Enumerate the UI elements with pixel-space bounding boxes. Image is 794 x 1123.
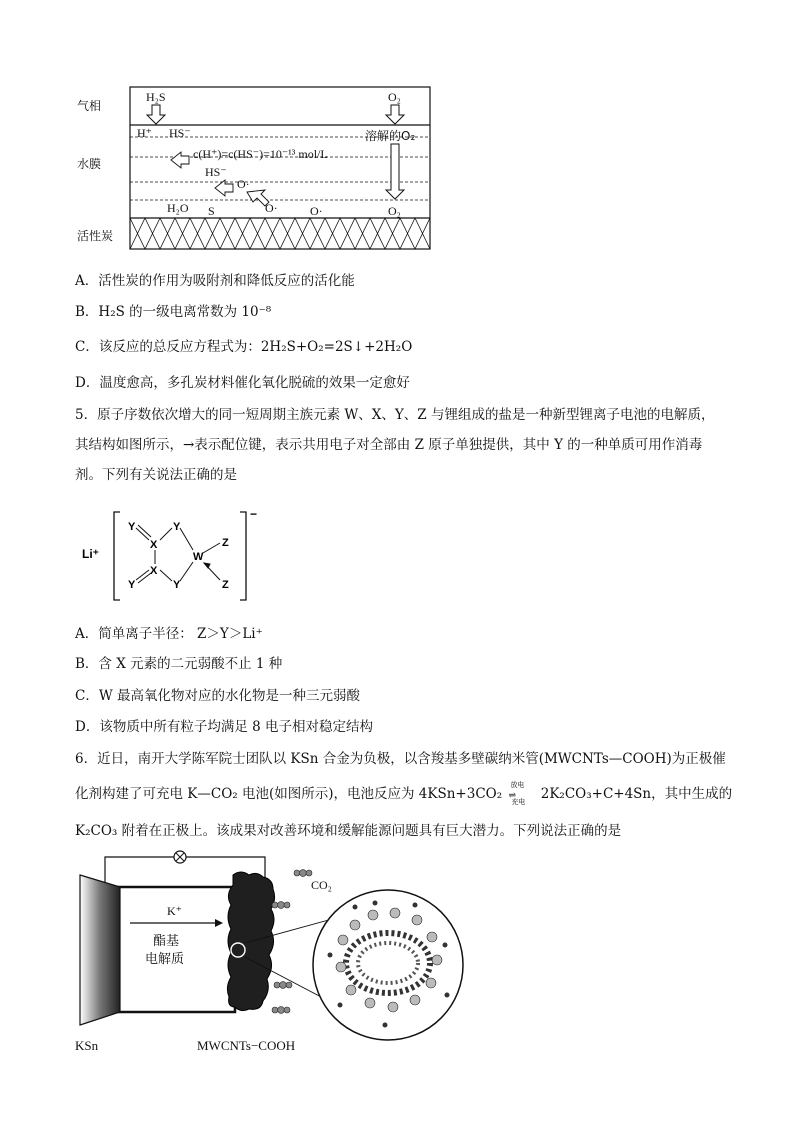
charge-label: − [250, 508, 258, 521]
lithium-ion-label: Li⁺ [82, 547, 99, 561]
atom-x-top: X [150, 539, 158, 551]
atom-x-bottom: X [150, 565, 158, 577]
h2s-oxidation-figure [75, 82, 445, 254]
battery-diagram [75, 845, 475, 1055]
q6-stem-line-1: 6．近日，南开大学陈军院士团队以 KSn 合金为负极，以含羧基多壁碳纳米管(MWCNTs—COOH)为正极催 [75, 751, 726, 767]
h2s-label: H₂S [146, 90, 166, 104]
atom-z-lower: Z [222, 579, 229, 591]
atom-y-bottom-left: Y [128, 579, 136, 591]
o2-down-arrow [386, 105, 404, 124]
o-radical-label-1: O· [237, 177, 250, 191]
sulfur-label: S [208, 204, 215, 218]
q4-option-b: B．H₂S 的一级电离常数为 10⁻⁸ [75, 304, 272, 320]
h2o-label: H₂O [167, 201, 189, 215]
h2s-oxidation-diagram [75, 82, 445, 254]
arrow-bottom-label: 充电 [511, 797, 526, 806]
q5-option-b: B．含 X 元素的二元弱酸不止 1 种 [75, 656, 283, 672]
q5-option-c: C．W 最高氧化物对应的水化物是一种三元弱酸 [75, 688, 360, 704]
ksn-label: KSn [75, 1038, 99, 1053]
left-arrow-icon [171, 152, 189, 168]
carbon-hatch [130, 218, 430, 249]
electrolyte-label-1: 酯基 [153, 934, 180, 949]
h-plus-label: H⁺ [137, 126, 152, 140]
o-radical-label-3: O· [310, 204, 323, 218]
co2-molecules [272, 870, 312, 1014]
bond-lines [136, 525, 220, 583]
left-bracket [114, 512, 120, 600]
gas-phase-label: 气相 [77, 99, 102, 113]
atom-y-bottom: Y [173, 579, 181, 591]
q6-stem-line-2 [75, 780, 733, 806]
q6-line2-pre: 化剂构建了可充电 K—CO₂ 电池(如图所示)，电池反应为 4KSn+3CO₂ [75, 786, 503, 802]
q4-option-a: A．活性炭的作用为吸附剂和降低反应的活化能 [75, 273, 355, 289]
atom-y-top-left: Y [128, 521, 136, 533]
o2-bottom-label: O₂ [388, 204, 401, 218]
co2-label: CO₂ [311, 878, 332, 892]
zoom-circle [313, 890, 463, 1040]
activated-carbon-label: 活性炭 [77, 229, 114, 243]
hs-minus-label-2: HS⁻ [205, 165, 227, 179]
water-film-label: 水膜 [77, 157, 102, 171]
electrolyte-label-2: 电解质 [145, 952, 185, 967]
q5-stem-line-1: 5．原子序数依次增大的同一短周期主族元素 W、X、Y、Z 与锂组成的盐是一种新型锂离子电池的电解质， [75, 407, 715, 423]
q5-stem-line-2: 其结构如图所示，→表示配位键，表示共用电子对全部由 Z 原子单独提供，其中 Y 的一种单质可用作消毒 [75, 437, 703, 453]
arrow-top-label: 放电 [510, 780, 525, 789]
o-radical-label-2: O· [265, 201, 278, 215]
k-plus-label: K⁺ [167, 904, 182, 918]
double-arrow-icon: ⇌ [508, 790, 516, 801]
lithium-salt-structure [80, 508, 270, 604]
equilibrium-text: c(H⁺)=c(HS⁻)=10⁻¹³ mol/L [193, 147, 328, 161]
k-co2-battery-figure [75, 845, 475, 1055]
q5-option-a: A．简单离子半径： Z＞Y＞Li⁺ [75, 626, 263, 642]
o2-diffusion-arrow [386, 144, 404, 199]
q5-stem-line-3: 剂。下列有关说法正确的是 [75, 467, 237, 483]
o2-top-label: O₂ [388, 90, 401, 104]
dissolved-o2-label: 溶解的O₂ [365, 129, 416, 143]
q6-stem-line-3: K₂CO₃ 附着在正极上。该成果对改善环境和缓解能源问题具有巨大潜力。下列说法正确的是 [75, 823, 622, 839]
right-bracket [240, 512, 246, 600]
atom-z-upper: Z [222, 537, 229, 549]
h2s-down-arrow [147, 105, 165, 124]
q4-option-d: D．温度愈高，多孔炭材料催化氧化脱硫的效果一定愈好 [75, 375, 410, 391]
atom-y-top: Y [173, 521, 181, 533]
q6-line2-post: 2K₂CO₃+C+4Sn，其中生成的 [540, 786, 733, 802]
cathode-label: MWCNTs−COOH [197, 1038, 296, 1053]
structure-diagram [80, 508, 270, 604]
ksn-anode [80, 875, 120, 1025]
atom-w: W [193, 551, 204, 563]
q5-option-d: D．该物质中所有粒子均满足 8 电子相对稳定结构 [75, 719, 373, 735]
reaction-arrows [506, 780, 536, 806]
q4-option-c: C．该反应的总反应方程式为：2H₂S+O₂=2S↓+2H₂O [75, 339, 413, 355]
diagram-frame [130, 87, 430, 249]
hs-minus-label: HS⁻ [169, 126, 191, 140]
